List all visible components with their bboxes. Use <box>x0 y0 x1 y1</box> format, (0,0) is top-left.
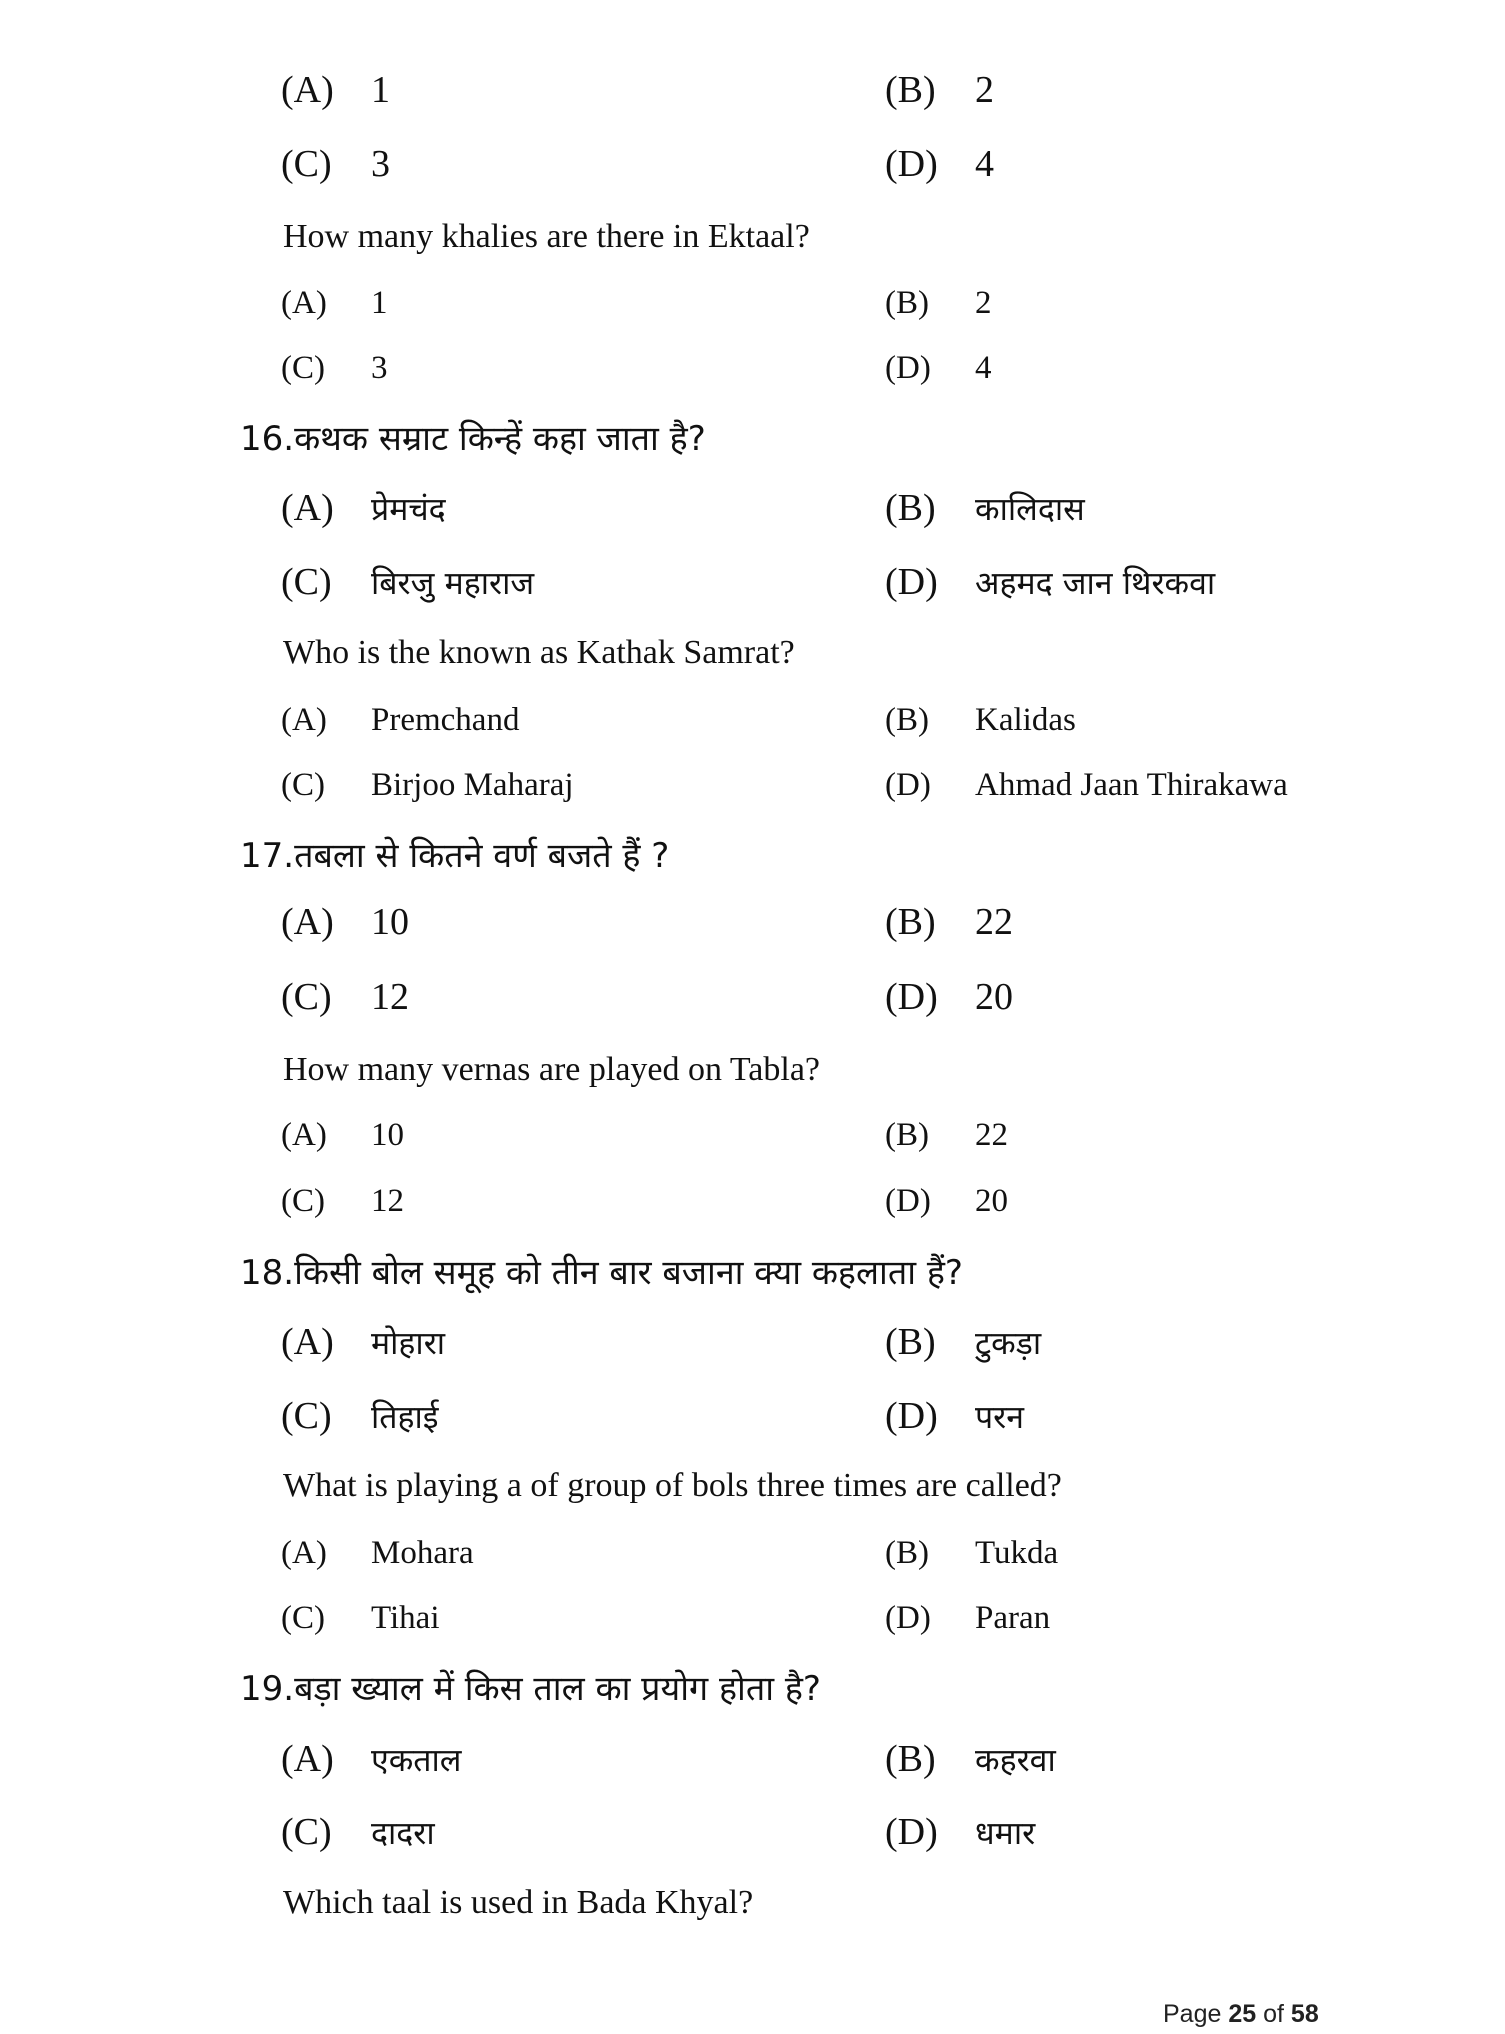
option-text: परन <box>975 1398 1025 1436</box>
page-number <box>1163 2000 1319 2029</box>
option-text: टुकड़ा <box>975 1324 1042 1362</box>
option-text: 2 <box>975 69 994 111</box>
q15-hi-option-b <box>885 68 994 112</box>
option-text: 22 <box>975 1117 1008 1153</box>
page-total: 58 <box>1290 2000 1319 2028</box>
q18-en-question: What is playing a of group of bols three times are called? <box>283 1467 1062 1504</box>
option-label: (D) <box>885 350 931 386</box>
q17-en-question: How many vernas are played on Tabla? <box>283 1051 821 1088</box>
option-text: प्रेमचंद <box>371 490 446 528</box>
page-prefix: Page <box>1163 2000 1222 2028</box>
option-text: 12 <box>371 1183 404 1219</box>
q17-en-option-d <box>885 1183 1008 1220</box>
q16-en-option-c <box>281 767 574 804</box>
q18-en-option-b <box>885 1535 1058 1572</box>
q16-en-option-d <box>885 767 1288 804</box>
option-text: 10 <box>371 901 409 943</box>
option-text: Mohara <box>371 1535 474 1571</box>
option-label: (C) <box>281 143 332 185</box>
option-text: 3 <box>371 350 388 386</box>
page-current: 25 <box>1228 2000 1257 2028</box>
option-label: (C) <box>281 1183 325 1219</box>
option-label: (B) <box>885 1535 929 1571</box>
option-label: (D) <box>885 561 938 603</box>
option-text: अहमद जान थिरकवा <box>975 564 1216 602</box>
option-text: Tukda <box>975 1535 1059 1571</box>
option-text: Premchand <box>371 702 520 738</box>
option-text: 1 <box>371 285 388 321</box>
q17-en-option-b <box>885 1117 1008 1154</box>
q18-en-option-a <box>281 1535 474 1572</box>
option-label: (A) <box>281 1738 334 1780</box>
q15-en-option-d <box>885 350 992 387</box>
option-text: कहरवा <box>975 1741 1056 1779</box>
q19-hi-option-b <box>885 1737 1056 1781</box>
option-label: (A) <box>281 69 334 111</box>
option-text: एकताल <box>371 1741 462 1779</box>
option-text: Paran <box>975 1600 1051 1636</box>
q16-en-question: Who is the known as Kathak Samrat? <box>283 634 795 671</box>
option-label: (C) <box>281 1600 325 1636</box>
option-label: (A) <box>281 1535 327 1571</box>
q19-hi-option-d <box>885 1810 1035 1854</box>
option-text: Ahmad Jaan Thirakawa <box>975 767 1288 803</box>
option-text: Birjoo Maharaj <box>371 767 574 803</box>
q18-en-option-c <box>281 1600 439 1637</box>
q19-hi-option-a <box>281 1737 462 1781</box>
option-text: 2 <box>975 285 992 321</box>
option-label: (A) <box>281 1321 334 1363</box>
q15-en-option-a <box>281 285 388 322</box>
option-label: (D) <box>885 1183 931 1219</box>
q15-en-option-c <box>281 350 388 387</box>
q18-en-option-d <box>885 1600 1050 1637</box>
q18-hi-option-a <box>281 1320 445 1364</box>
q17-hi-option-b <box>885 900 1013 944</box>
option-text: 4 <box>975 350 992 386</box>
q19-en-question: Which taal is used in Bada Khyal? <box>283 1884 754 1921</box>
option-text: 20 <box>975 1183 1008 1219</box>
option-label: (A) <box>281 901 334 943</box>
q17-hi-option-a <box>281 900 409 944</box>
option-label: (B) <box>885 1321 936 1363</box>
option-label: (D) <box>885 976 938 1018</box>
option-text: 10 <box>371 1117 404 1153</box>
option-label: (B) <box>885 69 936 111</box>
option-label: (B) <box>885 285 929 321</box>
q17-en-option-c <box>281 1183 404 1220</box>
q17-en-option-a <box>281 1117 404 1154</box>
option-text: तिहाई <box>371 1398 439 1436</box>
option-label: (D) <box>885 143 938 185</box>
q18-hi-option-b <box>885 1320 1041 1364</box>
option-text: 20 <box>975 976 1013 1018</box>
option-label: (D) <box>885 1811 938 1853</box>
option-text: Tihai <box>371 1600 440 1636</box>
option-label: (D) <box>885 1600 931 1636</box>
option-text: कालिदास <box>975 490 1085 528</box>
option-label: (C) <box>281 767 325 803</box>
option-text: बिरजु महाराज <box>371 564 535 602</box>
option-label: (A) <box>281 702 327 738</box>
option-label: (C) <box>281 350 325 386</box>
page-of: of <box>1263 2000 1284 2028</box>
option-label: (B) <box>885 1117 929 1153</box>
option-text: दादरा <box>371 1814 435 1852</box>
option-label: (B) <box>885 1738 936 1780</box>
option-label: (D) <box>885 1395 938 1437</box>
q19-hi-option-c <box>281 1810 435 1854</box>
q17-hi-option-c <box>281 975 409 1019</box>
option-text: 22 <box>975 901 1013 943</box>
q16-en-option-b <box>885 702 1076 739</box>
q15-hi-option-c <box>281 142 390 186</box>
option-text: 3 <box>371 143 390 185</box>
q16-hi-option-c <box>281 560 534 604</box>
option-label: (C) <box>281 1811 332 1853</box>
option-label: (A) <box>281 1117 327 1153</box>
q16-en-option-a <box>281 702 519 739</box>
q17-hi-question: 17.तबला से कितने वर्ण बजते हैं ? <box>240 836 670 876</box>
option-label: (B) <box>885 901 936 943</box>
q18-hi-option-d <box>885 1394 1024 1438</box>
option-text: धमार <box>975 1814 1036 1852</box>
option-text: 12 <box>371 976 409 1018</box>
q18-hi-question: 18.किसी बोल समूह को तीन बार बजाना क्या कहलाता हैं? <box>240 1253 963 1293</box>
q16-hi-option-b <box>885 486 1085 530</box>
option-label: (D) <box>885 767 931 803</box>
q19-hi-question: 19.बड़ा ख्याल में किस ताल का प्रयोग होता है? <box>240 1669 821 1709</box>
q16-hi-option-d <box>885 560 1215 604</box>
q17-hi-option-d <box>885 975 1013 1019</box>
option-label: (A) <box>281 487 334 529</box>
q18-hi-option-c <box>281 1394 439 1438</box>
option-text: मोहारा <box>371 1324 446 1362</box>
q16-hi-question: 16.कथक सम्राट किन्हें कहा जाता है? <box>240 419 706 459</box>
option-label: (A) <box>281 285 327 321</box>
option-label: (C) <box>281 1395 332 1437</box>
q15-en-option-b <box>885 285 992 322</box>
option-label: (B) <box>885 702 929 738</box>
option-label: (B) <box>885 487 936 529</box>
q16-hi-option-a <box>281 486 446 530</box>
q15-en-question: How many khalies are there in Ektaal? <box>283 218 810 255</box>
option-text: Kalidas <box>975 702 1076 738</box>
q15-hi-option-a <box>281 68 390 112</box>
option-text: 4 <box>975 143 994 185</box>
option-label: (C) <box>281 976 332 1018</box>
q15-hi-option-d <box>885 142 994 186</box>
option-label: (C) <box>281 561 332 603</box>
option-text: 1 <box>371 69 390 111</box>
